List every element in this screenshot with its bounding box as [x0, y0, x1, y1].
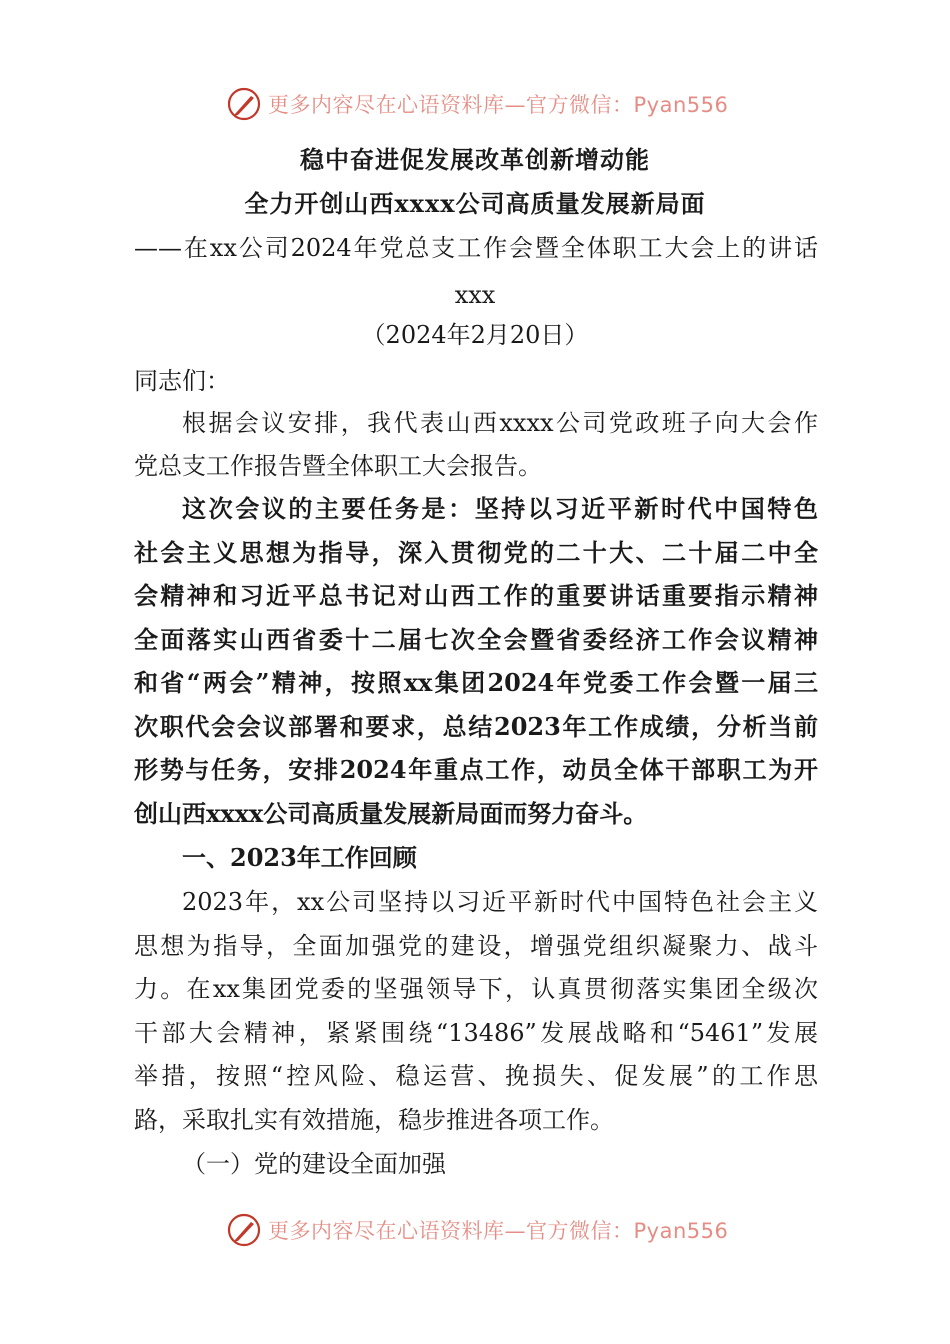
para3-line: 思想为指导，全面加强党的建设，增强党组织凝聚力、战斗: [134, 932, 818, 960]
salutation: 同志们：: [134, 367, 230, 395]
date: （2024年2月20日）: [361, 321, 589, 349]
watermark-text: 更多内容尽在心语资料库—官方微信：Pyan556: [268, 93, 729, 117]
section-heading-2: （一）党的建设全面加强: [182, 1150, 446, 1178]
speaker: xxx: [454, 281, 496, 309]
title-line-2: 全力开创山西xxxx公司高质量发展新局面: [244, 189, 706, 218]
para2-line: 创山西xxxx公司高质量发展新局面而努力奋斗。: [134, 799, 648, 828]
para3-line: 路，采取扎实有效措施，稳步推进各项工作。: [134, 1106, 614, 1134]
subtitle: [134, 233, 818, 263]
para2-line: 次职代会会议部署和要求，总结2023年工作成绩，分析当前: [134, 712, 818, 741]
para3-line: 力。在xx集团党委的坚强领导下，认真贯彻落实集团全级次: [134, 975, 818, 1003]
para2-line: 形势与任务，安排2024年重点工作，动员全体干部职工为开: [134, 755, 818, 784]
para2-line: 这次会议的主要任务是：坚持以习近平新时代中国特色: [182, 494, 818, 523]
para2-line: 社会主义思想为指导，深入贯彻党的二十大、二十届二中全: [134, 538, 818, 567]
para3-line: 2023年，xx公司坚持以习近平新时代中国特色社会主义: [182, 888, 818, 916]
subtitle-text: ——在xx公司2024年党总支工作会暨全体职工大会上的讲话: [134, 234, 818, 262]
watermark-text: 更多内容尽在心语资料库—官方微信：Pyan556: [268, 1219, 729, 1243]
para2-line: 和省“两会”精神，按照xx集团2024年党委工作会暨一届三: [134, 668, 818, 697]
watermark-banner-bottom: [226, 1210, 728, 1250]
para3-line: 干部大会精神，紧紧围绕“13486”发展战略和“5461”发展: [134, 1019, 818, 1047]
section-heading-1: 一、2023年工作回顾: [182, 843, 417, 872]
para2-line: 全面落实山西省委十二届七次全会暨省委经济工作会议精神: [134, 625, 818, 654]
para1-line: 党总支工作报告暨全体职工大会报告。: [134, 452, 542, 480]
quill-pen-circle-icon: [226, 86, 262, 122]
para1-line: 根据会议安排，我代表山西xxxx公司党政班子向大会作: [182, 409, 818, 437]
quill-pen-circle-icon: [226, 1212, 262, 1248]
para2-line: 会精神和习近平总书记对山西工作的重要讲话重要指示精神: [134, 581, 818, 610]
title-line-1: 稳中奋进促发展改革创新增动能: [300, 145, 650, 174]
para3-line: 举措，按照“控风险、稳运营、挽损失、促发展”的工作思: [134, 1062, 818, 1090]
watermark-banner-top: [226, 84, 728, 124]
